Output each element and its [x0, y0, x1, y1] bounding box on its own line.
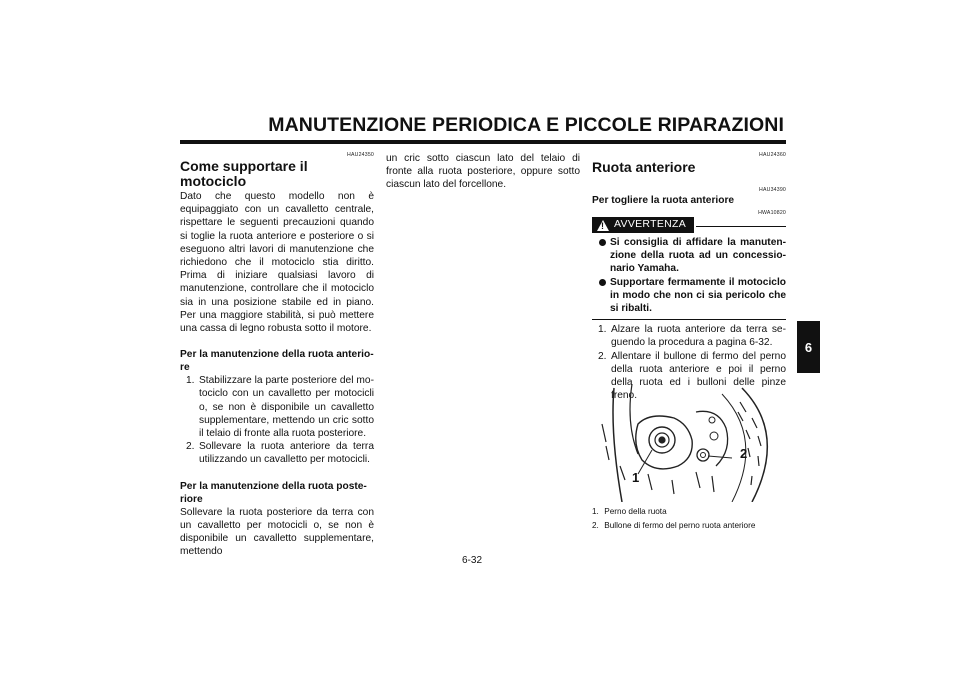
- middle-column: [386, 152, 580, 192]
- list-item: 2. Allentare il bullone di fermo del perno della ruota anteriore e poi il perno della ruota ed i bulloni delle pinze freno.: [598, 350, 786, 402]
- section-code: HAU24350: [347, 152, 374, 158]
- warning-header: [592, 217, 786, 233]
- figure-label-2: 2: [740, 446, 748, 461]
- subheading: Per togliere la ruota anteriore: [592, 195, 735, 206]
- front-steps-list: [180, 374, 374, 466]
- right-column: [592, 152, 786, 402]
- continued-paragraph: un cric sotto ciascun lato del telaio di fronte alla ruota posteriore, oppure sotto ciascun lato del forcellone.: [386, 153, 580, 191]
- section-heading: Ruota anteriore: [592, 159, 696, 175]
- list-item: 2. Sollevare la ruota anteriore da terra utilizzando un cavalletto per motocicli.: [186, 441, 374, 466]
- sub-code: HAU34390: [759, 187, 786, 193]
- left-column: [180, 152, 374, 558]
- caption-item: 1. Perno della ruota: [592, 507, 667, 516]
- chapter-tab: 6: [797, 321, 820, 373]
- caption-item: 2. Bullone di fermo del perno ruota anteriore: [592, 521, 756, 530]
- rear-wheel-heading: Per la manutenzione della ruota posteriore: [180, 480, 367, 505]
- warning-code: HWA10820: [758, 210, 786, 216]
- figure-label-1: 1: [632, 470, 640, 485]
- list-item: Si consiglia di affidare la manutenzione della ruota ad un concessionario Yamaha.: [592, 236, 786, 276]
- warning-list: [592, 236, 786, 315]
- page-title: MANUTENZIONE PERIODICA E PICCOLE RIPARAZIONI: [268, 114, 784, 136]
- list-item: Supportare fermamente il motociclo in modo che non ci sia pericolo che si ribalti.: [592, 276, 786, 316]
- section-heading: Come supportare il motociclo: [180, 158, 308, 189]
- wheel-axle-figure: [592, 384, 786, 502]
- front-wheel-heading: Per la manutenzione della ruota anteriore: [180, 349, 374, 374]
- bullet-icon: [599, 239, 606, 246]
- header-rule: [180, 140, 786, 144]
- warning-rule: [696, 226, 786, 227]
- section-code: HAU24360: [759, 152, 786, 158]
- page-number: 6-32: [462, 555, 483, 566]
- list-item: 1. Stabilizzare la parte posteriore del motociclo con un cavalletto per motocicli o, se non è disponibile un cavalletto supplementare, mettendo un cric sotto il telaio di fronte alla ruota posteriore.: [186, 375, 374, 440]
- warning-label: ! AVVERTENZA: [592, 217, 694, 233]
- page-header: [180, 114, 786, 144]
- intro-paragraph: Dato che questo modello non è equipaggiato con un cavalletto centrale, rispettare le seguenti precauzioni quando si toglie la ruota anteriore e posteriore o si eseguono altri lavori di manutenzione che richiedono che il motociclo stia diritto. Prima di iniziare qualsiasi lavoro di manutenzione, controllare che il motociclo sia in una posizione stabile ed in piano. Per una maggiore stabilità, si può mettere una cassa di legno robusta sotto il motore.: [180, 191, 374, 335]
- figure-captions: [592, 505, 755, 533]
- warning-end-rule: [592, 319, 786, 320]
- warning-triangle-icon: !: [597, 220, 609, 231]
- list-item: 1. Alzare la ruota anteriore da terra seguendo la procedura a pagina 6-32.: [598, 324, 786, 349]
- bullet-icon: [599, 279, 606, 286]
- rear-paragraph: Sollevare la ruota posteriore da terra con un cavalletto per motocicli o, se non è disponibile un cavalletto supplementare, mettendo: [180, 506, 374, 558]
- wheel-axle-illustration: [592, 384, 786, 502]
